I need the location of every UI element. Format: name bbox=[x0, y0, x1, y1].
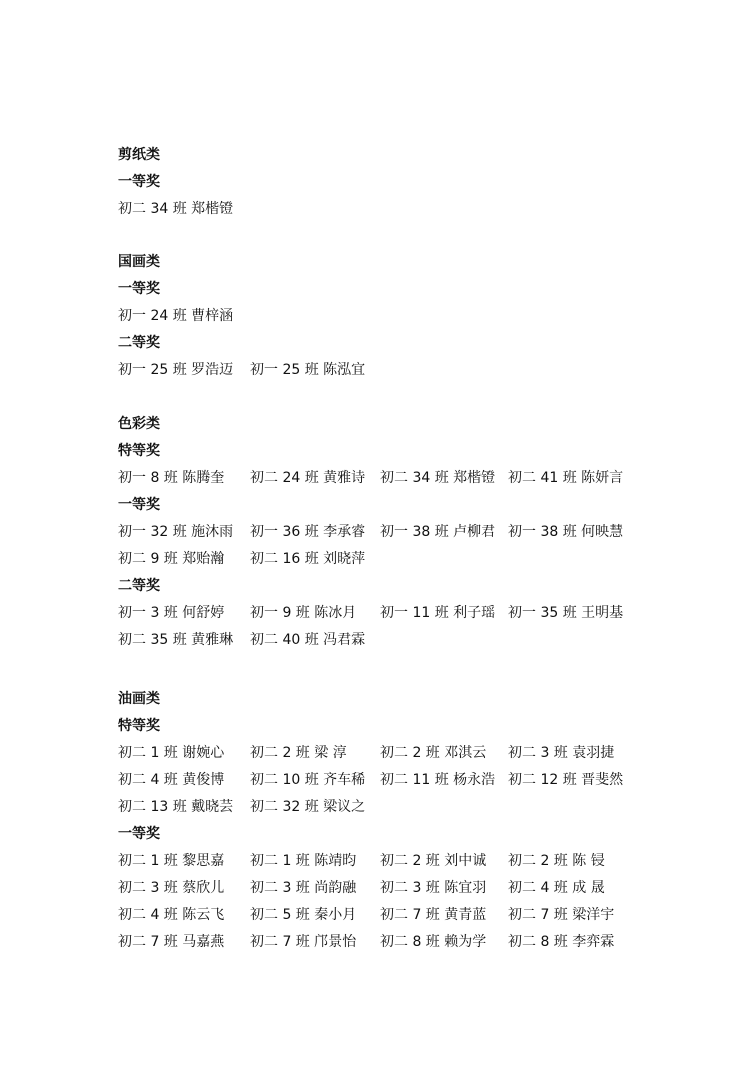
winner-entry: 初二 7 班 梁洋宇 bbox=[508, 907, 615, 923]
winner-entry: 初二 24 班 黄雅诗 bbox=[250, 470, 366, 486]
category-heading: 国画类 bbox=[118, 254, 160, 270]
category-heading: 油画类 bbox=[118, 691, 160, 707]
winner-entry: 初二 34 班 郑楷镫 bbox=[118, 201, 234, 217]
winner-entry: 初二 8 班 赖为学 bbox=[380, 934, 487, 950]
winner-entry: 初一 36 班 李承睿 bbox=[250, 524, 366, 540]
winner-entry: 初二 4 班 成 晟 bbox=[508, 880, 605, 896]
award-level-heading: 特等奖 bbox=[118, 443, 160, 459]
winner-entry: 初二 12 班 晋斐然 bbox=[508, 772, 624, 788]
winner-entry: 初二 2 班 邓淇云 bbox=[380, 745, 487, 761]
category-heading: 剪纸类 bbox=[118, 147, 160, 163]
winner-entry: 初二 13 班 戴晓芸 bbox=[118, 799, 234, 815]
winner-entry: 初二 2 班 梁 淳 bbox=[250, 745, 347, 761]
winner-entry: 初一 8 班 陈腾奎 bbox=[118, 470, 225, 486]
category-heading: 色彩类 bbox=[118, 416, 160, 432]
winner-entry: 初一 24 班 曹梓涵 bbox=[118, 308, 234, 324]
winner-entry: 初一 25 班 罗浩迈 bbox=[118, 362, 234, 378]
winner-entry: 初二 41 班 陈妍言 bbox=[508, 470, 624, 486]
winner-entry: 初一 38 班 何映慧 bbox=[508, 524, 624, 540]
winner-entry: 初二 5 班 秦小月 bbox=[250, 907, 357, 923]
award-level-heading: 一等奖 bbox=[118, 826, 160, 842]
winner-entry: 初二 1 班 黎思嘉 bbox=[118, 853, 225, 869]
winner-entry: 初一 38 班 卢柳君 bbox=[380, 524, 496, 540]
winner-entry: 初二 2 班 刘中诚 bbox=[380, 853, 487, 869]
winner-entry: 初二 9 班 郑贻瀚 bbox=[118, 551, 225, 567]
winner-entry: 初一 11 班 利子瑶 bbox=[380, 605, 496, 621]
winner-entry: 初一 3 班 何舒婷 bbox=[118, 605, 225, 621]
winner-entry: 初二 40 班 冯君霖 bbox=[250, 632, 366, 648]
award-level-heading: 一等奖 bbox=[118, 174, 160, 190]
winner-entry: 初二 8 班 李弈霖 bbox=[508, 934, 615, 950]
award-level-heading: 二等奖 bbox=[118, 578, 160, 594]
winner-entry: 初二 1 班 陈靖昀 bbox=[250, 853, 357, 869]
award-level-heading: 一等奖 bbox=[118, 281, 160, 297]
winner-entry: 初一 32 班 施沐雨 bbox=[118, 524, 234, 540]
winner-entry: 初二 7 班 黄青蓝 bbox=[380, 907, 487, 923]
winner-entry: 初二 34 班 郑楷镫 bbox=[380, 470, 496, 486]
winner-entry: 初二 11 班 杨永浩 bbox=[380, 772, 496, 788]
winner-entry: 初二 3 班 尚韵融 bbox=[250, 880, 357, 896]
award-level-heading: 一等奖 bbox=[118, 497, 160, 513]
winner-entry: 初一 35 班 王明基 bbox=[508, 605, 624, 621]
winner-entry: 初二 3 班 蔡欣儿 bbox=[118, 880, 225, 896]
winner-entry: 初二 35 班 黄雅琳 bbox=[118, 632, 234, 648]
winner-entry: 初二 32 班 梁议之 bbox=[250, 799, 366, 815]
winner-entry: 初二 1 班 谢婉心 bbox=[118, 745, 225, 761]
winner-entry: 初二 3 班 袁羽捷 bbox=[508, 745, 615, 761]
winner-entry: 初二 3 班 陈宜羽 bbox=[380, 880, 487, 896]
award-level-heading: 二等奖 bbox=[118, 335, 160, 351]
award-level-heading: 特等奖 bbox=[118, 718, 160, 734]
winner-entry: 初一 25 班 陈泓宜 bbox=[250, 362, 366, 378]
winner-entry: 初二 7 班 邝景怡 bbox=[250, 934, 357, 950]
winner-entry: 初二 10 班 齐车稀 bbox=[250, 772, 366, 788]
winner-entry: 初二 4 班 陈云飞 bbox=[118, 907, 225, 923]
winner-entry: 初一 9 班 陈冰月 bbox=[250, 605, 357, 621]
winner-entry: 初二 2 班 陈 锓 bbox=[508, 853, 605, 869]
winner-entry: 初二 4 班 黄俊博 bbox=[118, 772, 225, 788]
winner-entry: 初二 16 班 刘晓萍 bbox=[250, 551, 366, 567]
winner-entry: 初二 7 班 马嘉燕 bbox=[118, 934, 225, 950]
